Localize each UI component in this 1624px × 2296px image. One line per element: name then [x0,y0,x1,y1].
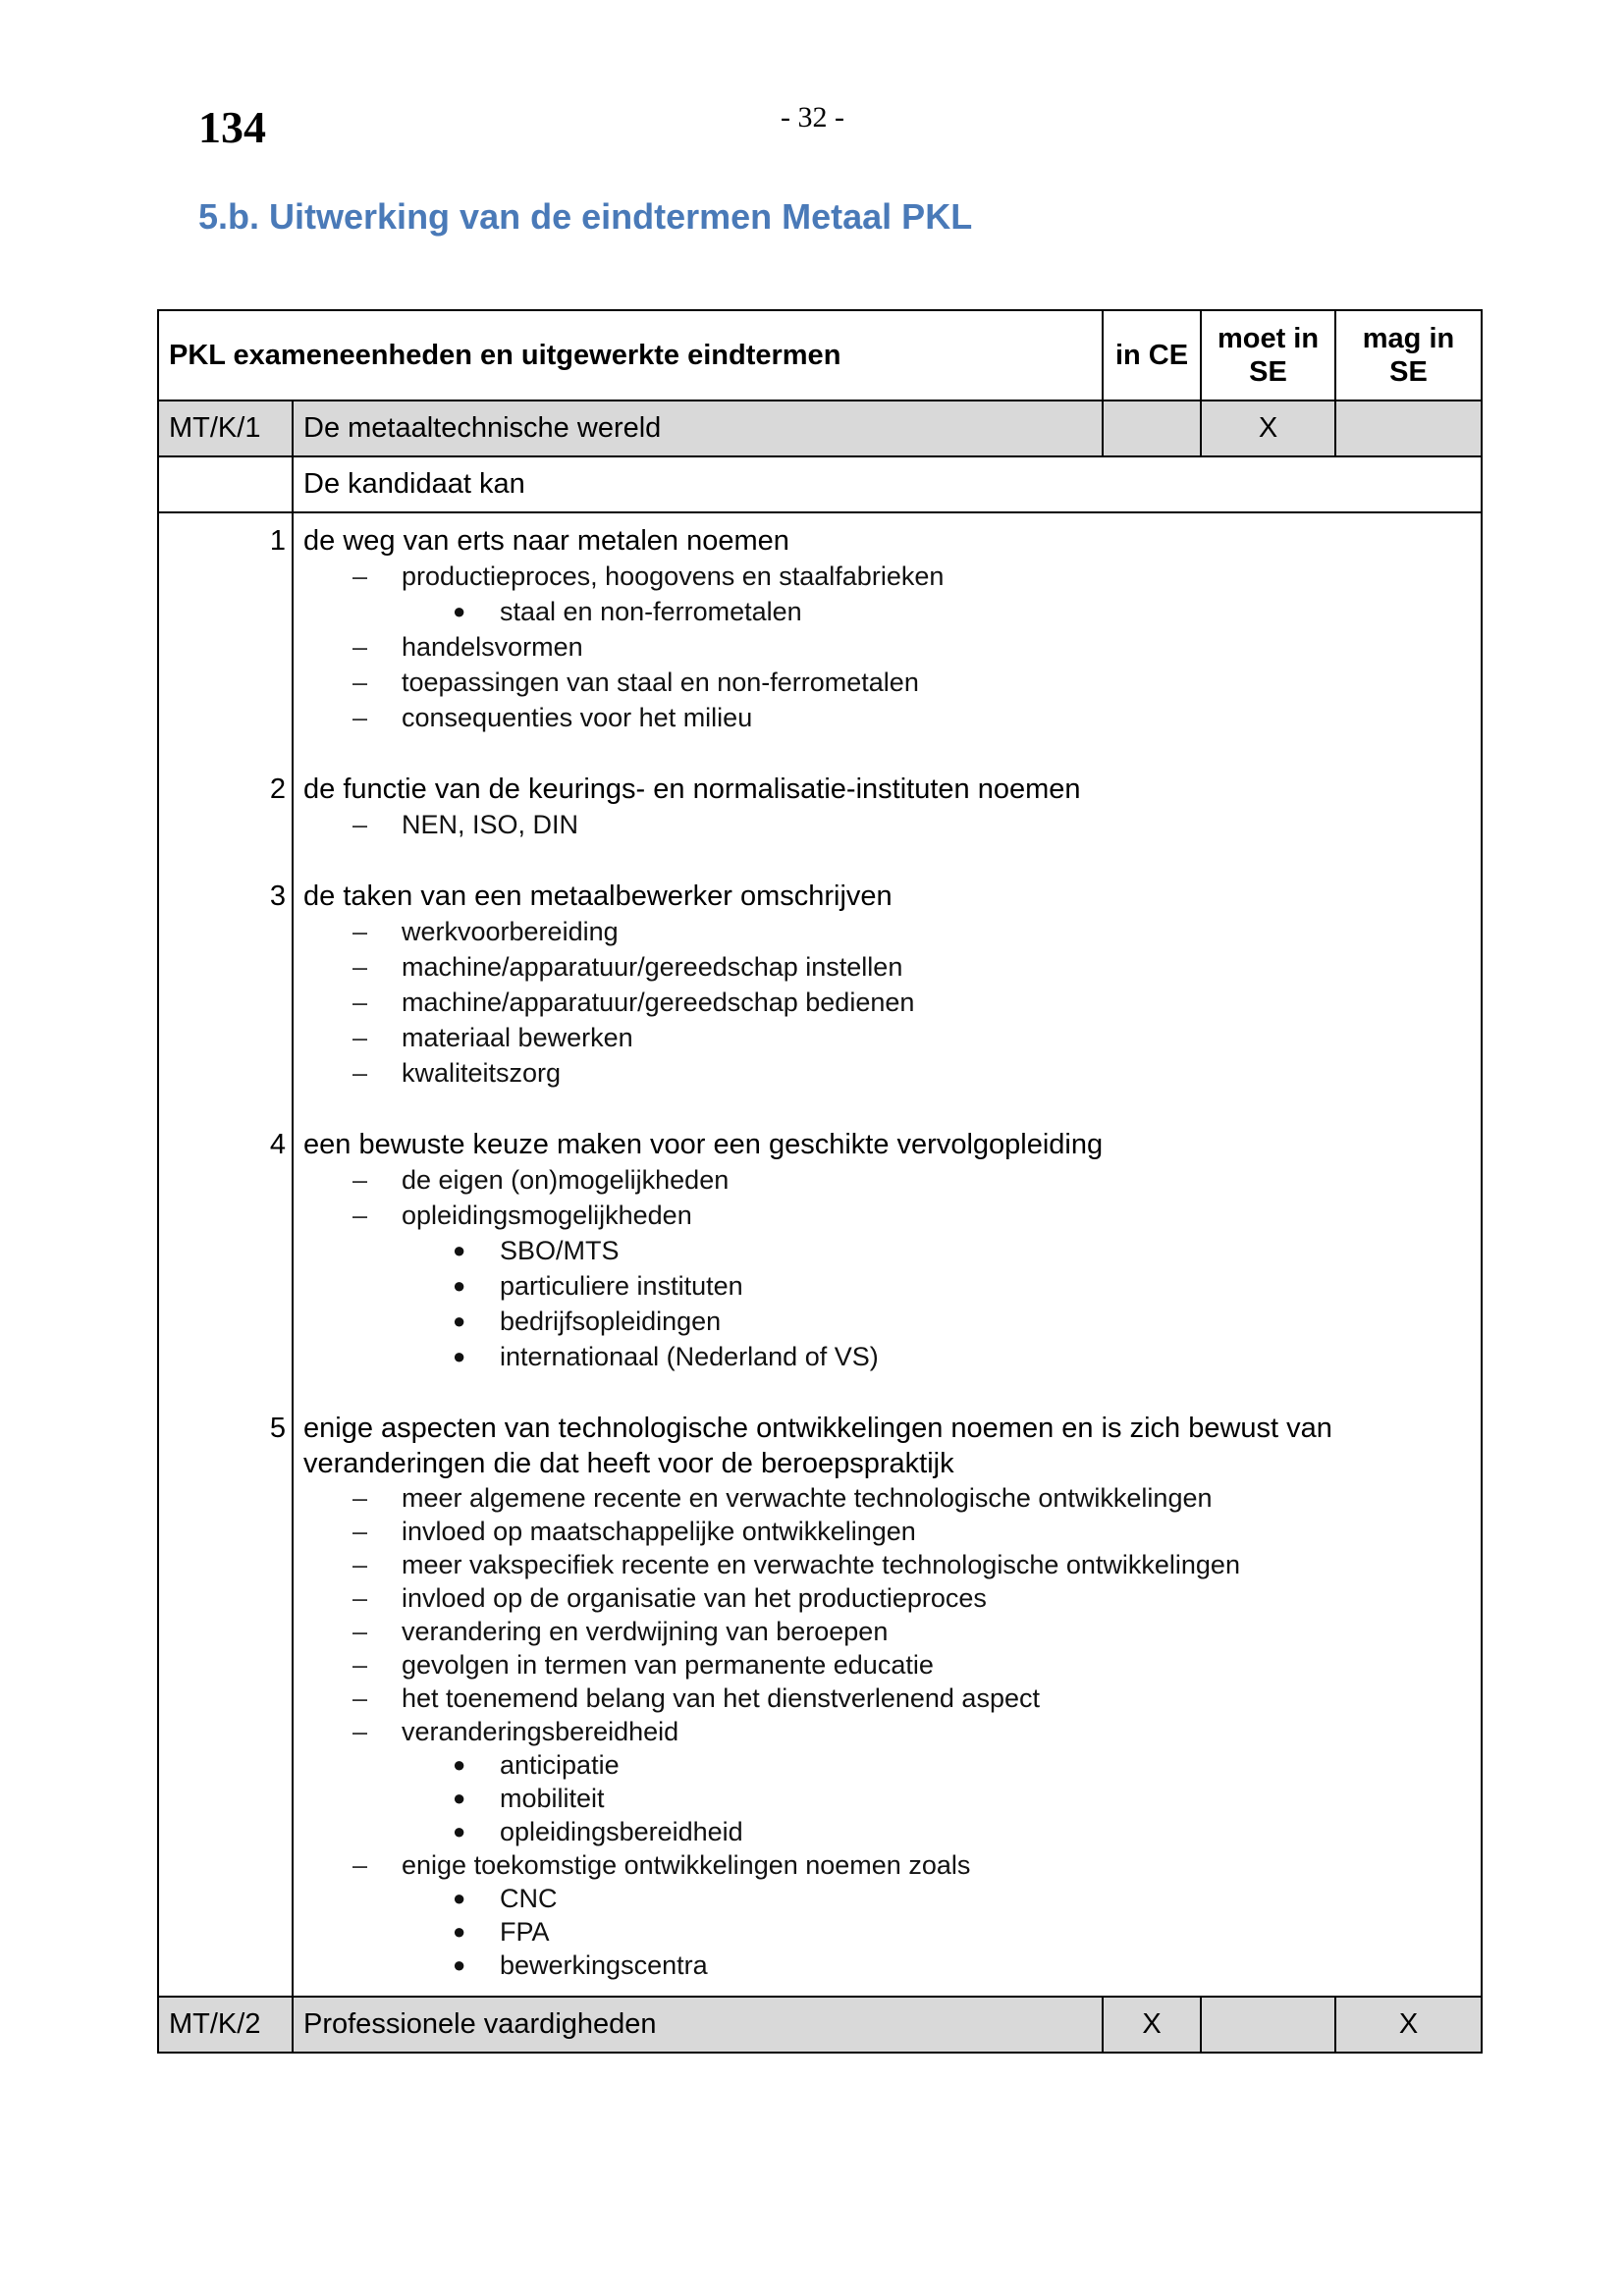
eindterm-item [269,772,1471,842]
bullet-item-text: staal en non-ferrometalen [500,597,802,626]
item-number: 3 [269,881,286,912]
bullet-item [303,1233,1471,1268]
sub-item-text: NEN, ISO, DIN [402,810,579,839]
unit-in-ce [1103,400,1201,456]
bullet-icon: ● [453,1819,466,1843]
sub-item [303,559,1471,594]
page-number-center: - 32 - [781,101,844,133]
bullet-item-text: mobiliteit [500,1784,605,1813]
table-header-row [158,310,1482,400]
eindterm-item [269,879,1471,1091]
dash-icon: – [352,1550,368,1579]
dash-icon: – [352,1617,368,1646]
dash-icon: – [352,1023,368,1052]
sub-item-text: productieproces, hoogovens en staalfabrieken [402,561,945,591]
sub-item [303,914,1471,949]
sub-item-text: machine/apparatuur/gereedschap instellen [402,952,903,982]
unit-code: MT/K/1 [158,400,293,456]
sub-item [303,1162,1471,1198]
sub-item-text: gevolgen in termen van permanente educatie [402,1650,934,1680]
sub-item [303,1020,1471,1055]
dash-icon: – [352,1165,368,1195]
sub-item [303,1581,1471,1615]
dash-icon: – [352,703,368,732]
item-text: de functie van de keurings- en normalisatie-instituten noemen [303,774,1081,805]
dash-icon: – [352,1850,368,1880]
sub-item [303,700,1471,735]
item-number: 5 [269,1413,286,1444]
eindterm-list [269,523,1471,1982]
bullet-item-text: SBO/MTS [500,1236,620,1265]
sub-item [303,1481,1471,1515]
unit-mag-in-se [1335,400,1482,456]
dash-icon: – [352,1583,368,1613]
bullet-item [303,1782,1471,1815]
sub-item-text: materiaal bewerken [402,1023,633,1052]
sub-item-text: meer algemene recente en verwachte technologische ontwikkelingen [402,1483,1213,1513]
bullet-item [303,1268,1471,1304]
unit-mag-in-se: X [1335,1997,1482,2053]
sub-item [303,1055,1471,1091]
sub-item [303,1198,1471,1233]
bullet-item-text: CNC [500,1884,558,1913]
eindterm-item [269,1127,1471,1374]
sub-item [303,1548,1471,1581]
dash-icon: – [352,1683,368,1713]
bullet-item [303,1748,1471,1782]
dash-icon: – [352,810,368,839]
sub-item [303,807,1471,842]
sub-item [303,629,1471,665]
intro-row [158,456,1482,512]
sub-item-text: machine/apparatuur/gereedschap bedienen [402,988,915,1017]
item-text: de taken van een metaalbewerker omschrijven [303,881,893,912]
sub-item-text: toepassingen van staal en non-ferrometalen [402,667,919,697]
sub-item [303,1715,1471,1748]
unit-in-ce: X [1103,1997,1201,2053]
bullet-item [303,1304,1471,1339]
header-mag-in-se: mag in SE [1335,310,1482,400]
bullet-item [303,1882,1471,1915]
header-main: PKL exameneenheden en uitgewerkte eindtermen [158,310,1103,400]
sub-item [303,1615,1471,1648]
sub-item-text: enige toekomstige ontwikkelingen noemen zoals [402,1850,971,1880]
dash-icon: – [352,1483,368,1513]
sub-item [303,665,1471,700]
unit-code: MT/K/2 [158,1997,293,2053]
section-title: 5.b. Uitwerking van de eindtermen Metaal PKL [198,196,973,237]
bullet-icon: ● [453,1786,466,1810]
eindtermen-table [157,309,1483,2054]
sub-item-text: invloed op de organisatie van het productieproces [402,1583,987,1613]
bullet-item-text: FPA [500,1917,550,1947]
dash-icon: – [352,667,368,697]
eindterm-item [269,1411,1471,1982]
dash-icon: – [352,1717,368,1746]
sub-item [303,985,1471,1020]
bullet-icon: ● [453,1952,466,1977]
header-moet-in-se: moet in SE [1201,310,1335,400]
sub-item-text: het toenemend belang van het dienstverlenend aspect [402,1683,1040,1713]
sub-item-text: de eigen (on)mogelijkheden [402,1165,730,1195]
page-number-left: 134 [198,102,266,152]
dash-icon: – [352,1650,368,1680]
bullet-item [303,1915,1471,1949]
sub-item-text: opleidingsmogelijkheden [402,1201,692,1230]
dash-icon: – [352,952,368,982]
unit-title: Professionele vaardigheden [293,1997,1103,2053]
dash-icon: – [352,632,368,662]
bullet-icon: ● [453,1886,466,1910]
bullet-item-text: bedrijfsopleidingen [500,1307,722,1336]
sub-item [303,1848,1471,1882]
bullet-item-text: internationaal (Nederland of VS) [500,1342,879,1371]
items-row [158,512,1482,1997]
bullet-item-text: bewerkingscentra [500,1950,708,1980]
bullet-icon: ● [453,1273,466,1298]
bullet-item [303,1949,1471,1982]
sub-item-text: werkvoorbereiding [402,917,619,946]
bullet-icon: ● [453,1344,466,1368]
sub-item-text: consequenties voor het milieu [402,703,753,732]
sub-item [303,949,1471,985]
sub-item [303,1515,1471,1548]
bullet-icon: ● [453,599,466,623]
bullet-item-text: opleidingsbereidheid [500,1817,743,1846]
bullet-icon: ● [453,1919,466,1944]
eindterm-item [269,523,1471,735]
header-in-ce: in CE [1103,310,1201,400]
unit-row-mtk1 [158,400,1482,456]
sub-item-text: meer vakspecifiek recente en verwachte technologische ontwikkelingen [402,1550,1240,1579]
item-number: 4 [269,1129,286,1160]
sub-item-text: handelsvormen [402,632,583,662]
dash-icon: – [352,988,368,1017]
item-number: 2 [269,774,286,805]
bullet-item-text: anticipatie [500,1750,620,1780]
unit-moet-in-se: X [1201,400,1335,456]
sub-item-text: veranderingsbereidheid [402,1717,679,1746]
unit-moet-in-se [1201,1997,1335,2053]
unit-title: De metaaltechnische wereld [293,400,1103,456]
sub-item-text: invloed op maatschappelijke ontwikkelingen [402,1517,916,1546]
bullet-icon: ● [453,1308,466,1333]
bullet-icon: ● [453,1238,466,1262]
sub-item-text: kwaliteitszorg [402,1058,562,1088]
dash-icon: – [352,1517,368,1546]
bullet-item [303,1339,1471,1374]
sub-item-text: verandering en verdwijning van beroepen [402,1617,889,1646]
bullet-icon: ● [453,1752,466,1777]
sub-item [303,1682,1471,1715]
item-text: enige aspecten van technologische ontwikkelingen noemen en is zich bewust van veranderingen die dat heeft voor de beroepspraktijk [303,1413,1332,1479]
unit-row-mtk2 [158,1997,1482,2053]
dash-icon: – [352,917,368,946]
intro-text: De kandidaat kan [293,456,1482,512]
dash-icon: – [352,1058,368,1088]
dash-icon: – [352,561,368,591]
items-number-column [158,512,293,1997]
intro-empty-cell [158,456,293,512]
items-body [269,512,1482,1997]
item-number: 1 [269,525,286,557]
bullet-item-text: particuliere instituten [500,1271,743,1301]
bullet-item [303,594,1471,629]
item-text: de weg van erts naar metalen noemen [303,525,789,557]
item-text: een bewuste keuze maken voor een geschikte vervolgopleiding [303,1129,1104,1160]
bullet-item [303,1815,1471,1848]
dash-icon: – [352,1201,368,1230]
sub-item [303,1648,1471,1682]
